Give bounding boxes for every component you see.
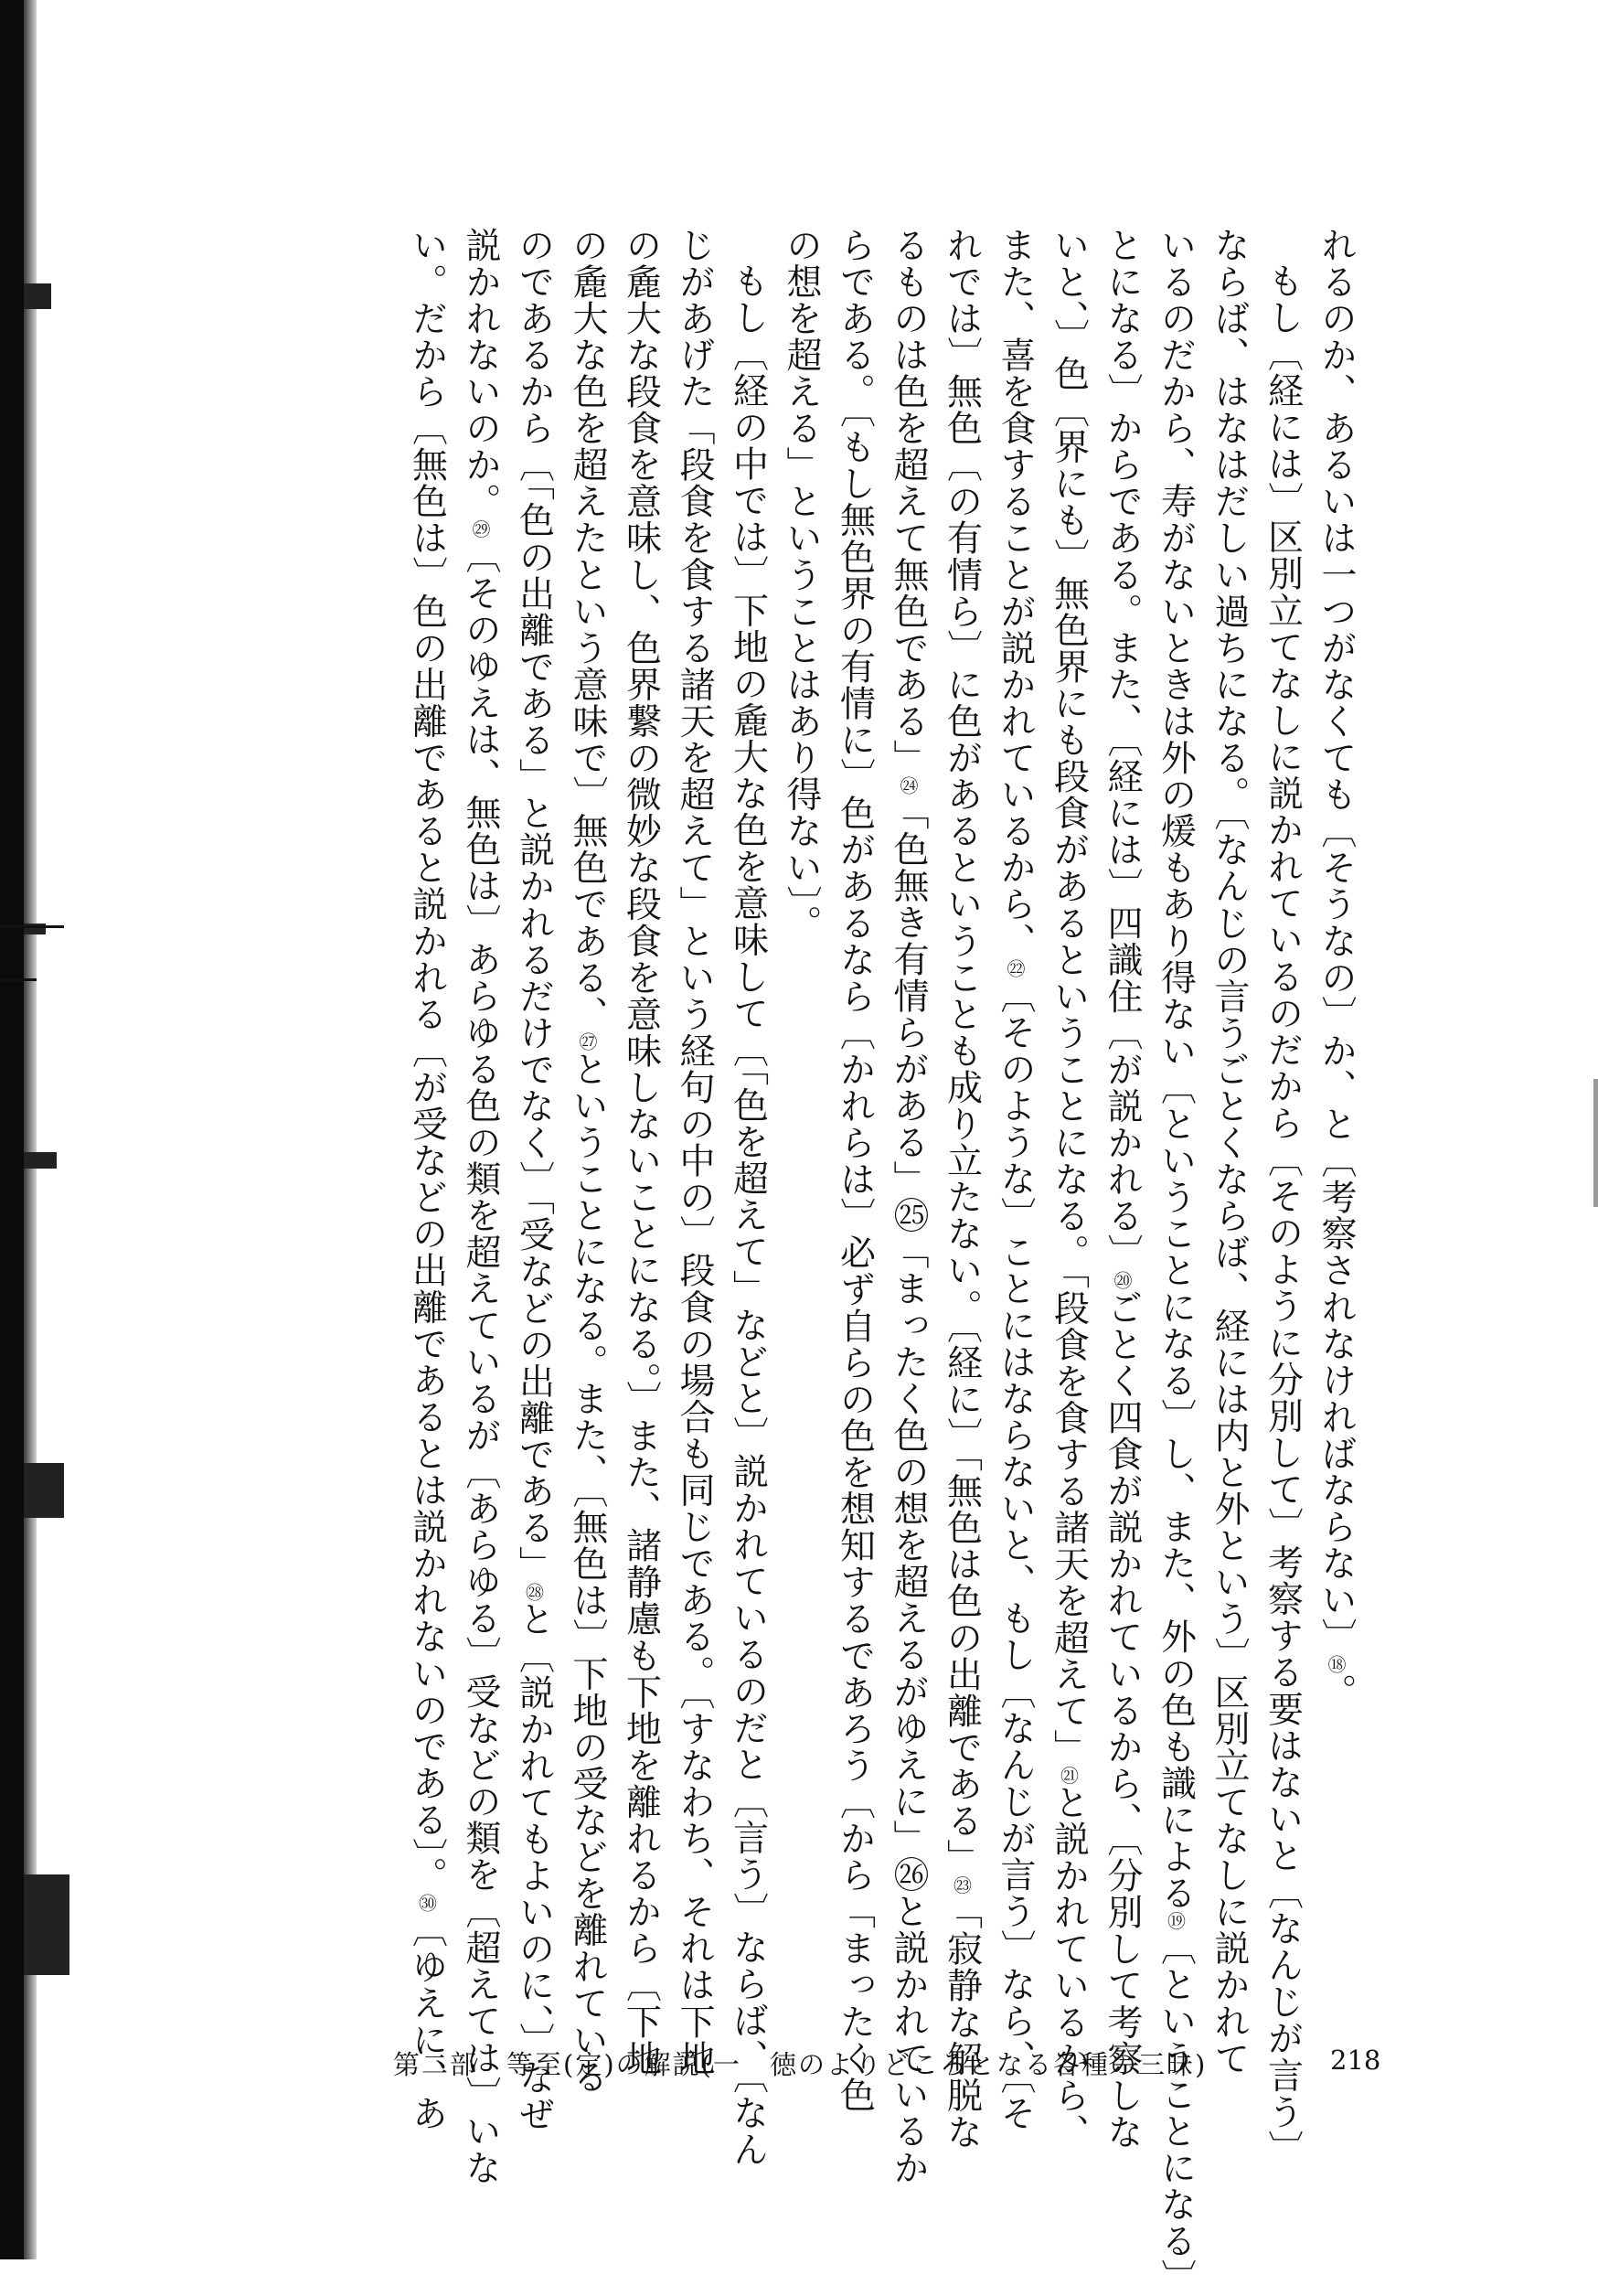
scan-tick: [0, 978, 37, 981]
text-column: [453, 227, 507, 2186]
scan-speckle: [24, 1463, 64, 1518]
text-column: [988, 227, 1042, 2132]
column-text: れるのか、あるいは一つがなくても〔そうなの〕か、と〔考察されなければならない〕: [1316, 227, 1357, 1655]
column-text: 説かれないのか。: [460, 227, 501, 520]
text-column: [613, 227, 667, 2077]
scan-tick: [0, 925, 64, 928]
column-text: もし〔経には〕区別立てなしに説かれているのだから〔そのように分別して〕考察する要はないと〔なんじが言う〕: [1262, 262, 1304, 2167]
column-text: とになる〕からである。また、〔経には〕四識住〔が説かれる〕: [1102, 227, 1143, 1271]
column-text-tail: ごとく四食が説かれているから、〔分別して考察しな: [1102, 1288, 1143, 2151]
column-text: の麁大な段食を意味し、色界繋の微妙な段食を意味しないことになる。〕また、諸静慮も下地を離れるから〔下地: [620, 227, 662, 2077]
footnote-marker: ㉚: [415, 1893, 438, 1912]
footnote-marker: ⑱: [1325, 1654, 1347, 1673]
footnote-marker: ㉙: [469, 519, 491, 539]
column-text: れでは〕無色〔の有情ら〕に色があるということも成り立たない。〔経に〕「無色は色の出離である」: [941, 227, 983, 1876]
text-column: [720, 227, 774, 2168]
column-text-tail: と〔説かれてもよいのに、〕なぜ: [513, 1600, 555, 2133]
column-text: い。だから〔無色は〕色の出離であると説かれる〔が受などの出離であるとは説かれないのである〕。: [406, 227, 448, 1894]
text-column: [1095, 227, 1149, 2151]
column-text: らである。〔もし無色界の有情に〕色があるなら〔かれらは〕必ず自らの色を想知するであろう〔から「まったく色: [834, 227, 876, 2114]
column-text-tail: 〔ということになる〕: [1155, 1929, 1197, 2296]
column-text: いと、〕色〔界にも〕無色界にも段食があるということになる。「段食を食する諸天を超えて」: [1048, 227, 1090, 1767]
scan-speckle: [24, 283, 51, 309]
column-text-tail: ということになる。また、〔無色は〕下地の受などを離れている: [567, 1051, 608, 2096]
text-column: [1202, 227, 1256, 2077]
column-text: るものは色を超えて無色である」: [888, 227, 929, 776]
column-text: もし〔経の中では〕下地の麁大な色を意味して〔「色を超えて」などと〕説かれているのだと〔言う〕ならば、〔なん: [727, 262, 769, 2168]
running-head: 第二部 等至(定)の解説(一 徳のよりどころとなる各種の三昧): [393, 2049, 1208, 2080]
text-column: [774, 227, 828, 1884]
text-column: [1041, 227, 1095, 2151]
column-text: のであるから〔「色の出離である」と説かれるだけでなく〕「受などの出離である」: [513, 227, 555, 1583]
column-text: いるのだから、寿がないときは外の煖もあり得ない〔ということになる〕し、また、外の色も識による: [1155, 227, 1197, 1912]
footnote-marker: ⑳: [1111, 1270, 1133, 1289]
column-text-tail: 〔ゆえに、あ: [406, 1911, 448, 2132]
page-number: 218: [1330, 2045, 1381, 2076]
text-column: [1148, 227, 1202, 2296]
text-column: [506, 227, 560, 2133]
column-text-tail: 「寂静な解脱な: [941, 1894, 983, 2151]
footnote-marker: ㉑: [1057, 1766, 1080, 1785]
column-text: の麁大な色を超えたという意味で〕無色である、: [567, 227, 608, 1033]
text-column: [560, 227, 614, 2096]
footnote-marker: ㉓: [950, 1875, 973, 1895]
footnote-marker: ㉗: [576, 1032, 598, 1052]
text-column: [400, 227, 453, 2132]
scan-speckle: [24, 1152, 57, 1169]
column-text-tail: 〔そのゆえは、無色は〕あらゆる色の類を超えているが〔あらゆる〕受などの類を〔超えては〕いな: [460, 538, 501, 2186]
column-text-tail: 。: [1316, 1672, 1357, 1711]
text-column: [934, 227, 988, 2151]
column-text-tail: と説かれているから、: [1048, 1784, 1090, 2151]
scan-speckle: [24, 1874, 69, 1975]
column-text-tail: 〔そのような〕ことにはならないと、もし〔なんじが言う〕なら、〔そ: [995, 977, 1036, 2132]
text-column: [1255, 227, 1309, 2167]
text-column: [827, 227, 881, 2114]
column-text-tail: 「色無き有情らがある」㉕「まったく色の想を超えるがゆえに」㉖と説かれているか: [888, 794, 929, 2186]
text-column: [881, 227, 935, 2186]
column-text: また、喜を食することが説かれているから、: [995, 227, 1036, 959]
text-column: [667, 227, 721, 2077]
column-text: の想を超える」ということはあり得ない〕。: [781, 227, 822, 942]
scan-speckle-right: [1593, 1079, 1598, 1207]
footnote-marker: ㉒: [1004, 959, 1026, 977]
footnote-marker: ㉘: [522, 1582, 545, 1601]
text-column: [1309, 227, 1363, 1884]
footnote-marker: ⑲: [1164, 1911, 1187, 1930]
column-text: じがあげた「段食を食する諸天を超えて」という経句の中の〕段食の場合も同じである。〔すなわち、それは下地: [674, 227, 715, 2077]
column-text: ならば、はなはだしい過ちになる。〔なんじの言うごとくならば、経には内と外という〕区別立てなしに説かれて: [1209, 227, 1250, 2077]
footnote-marker: ㉔: [897, 775, 919, 795]
scan-edge-shadow: [0, 0, 24, 2259]
